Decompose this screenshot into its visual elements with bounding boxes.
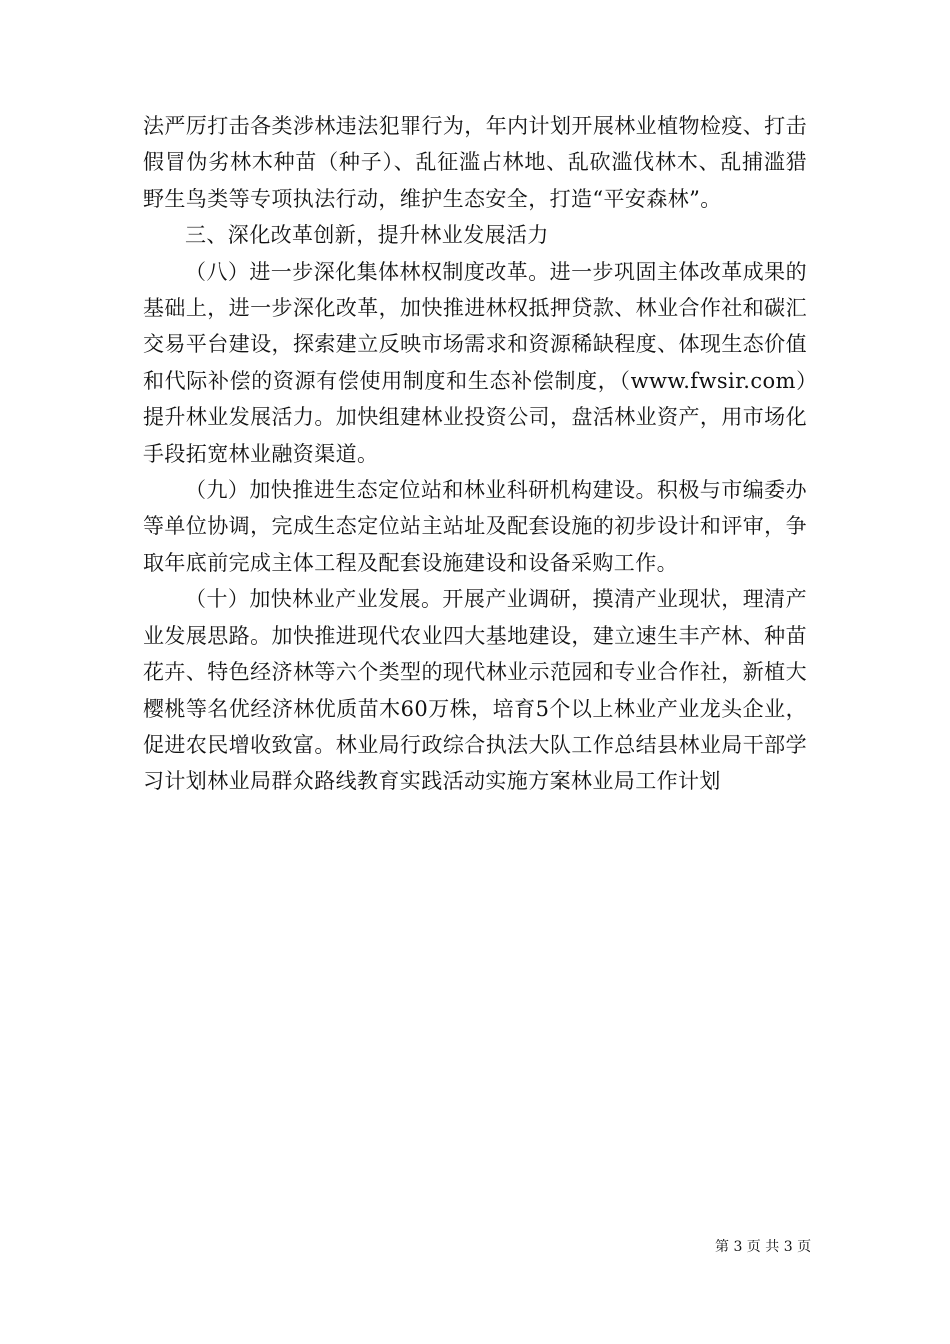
section-heading: 三、深化改革创新，提升林业发展活力: [185, 223, 549, 248]
page-number-footer: 第 3 页 共 3 页: [715, 1239, 812, 1255]
paragraph-item-10: （十）加快林业产业发展。开展产业调研，摸清产业现状，理清产业发展思路。加快推进现代农业四大基地建设，建立速生丰产林、种苗花卉、特色经济林等六个类型的现代林业示范园和专业合作社，新植大樱桃等名优经济林优质苗木60万株，培育5个以上林业产业龙头企业，促进农民增收致富。林业局行政综合执法大队工作总结县林业局干部学习计划林业局群众路线教育实践活动实施方案林业局工作计划: [143, 587, 807, 794]
document-body: [143, 108, 807, 800]
paragraph-item-8: （八）进一步深化集体林权制度改革。进一步巩固主体改革成果的基础上，进一步深化改革，加快推进林权抵押贷款、林业合作社和碳汇交易平台建设，探索建立反映市场需求和资源稀缺程度、体现生态价值和代际补偿的资源有偿使用制度和生态补偿制度，（www.fwsir.com）提升林业发展活力。加快组建林业投资公司，盘活林业资产，用市场化手段拓宽林业融资渠道。: [143, 259, 807, 466]
paragraph-item-9: （九）加快推进生态定位站和林业科研机构建设。积极与市编委办等单位协调，完成生态定位站主站址及配套设施的初步设计和评审，争取年底前完成主体工程及配套设施建设和设备采购工作。: [143, 478, 807, 575]
paragraph-1: 法严厉打击各类涉林违法犯罪行为，年内计划开展林业植物检疫、打击假冒伪劣林木种苗（种子）、乱征滥占林地、乱砍滥伐林木、乱捕滥猎野生鸟类等专项执法行动，维护生态安全，打造“平安森林”。: [143, 114, 807, 211]
